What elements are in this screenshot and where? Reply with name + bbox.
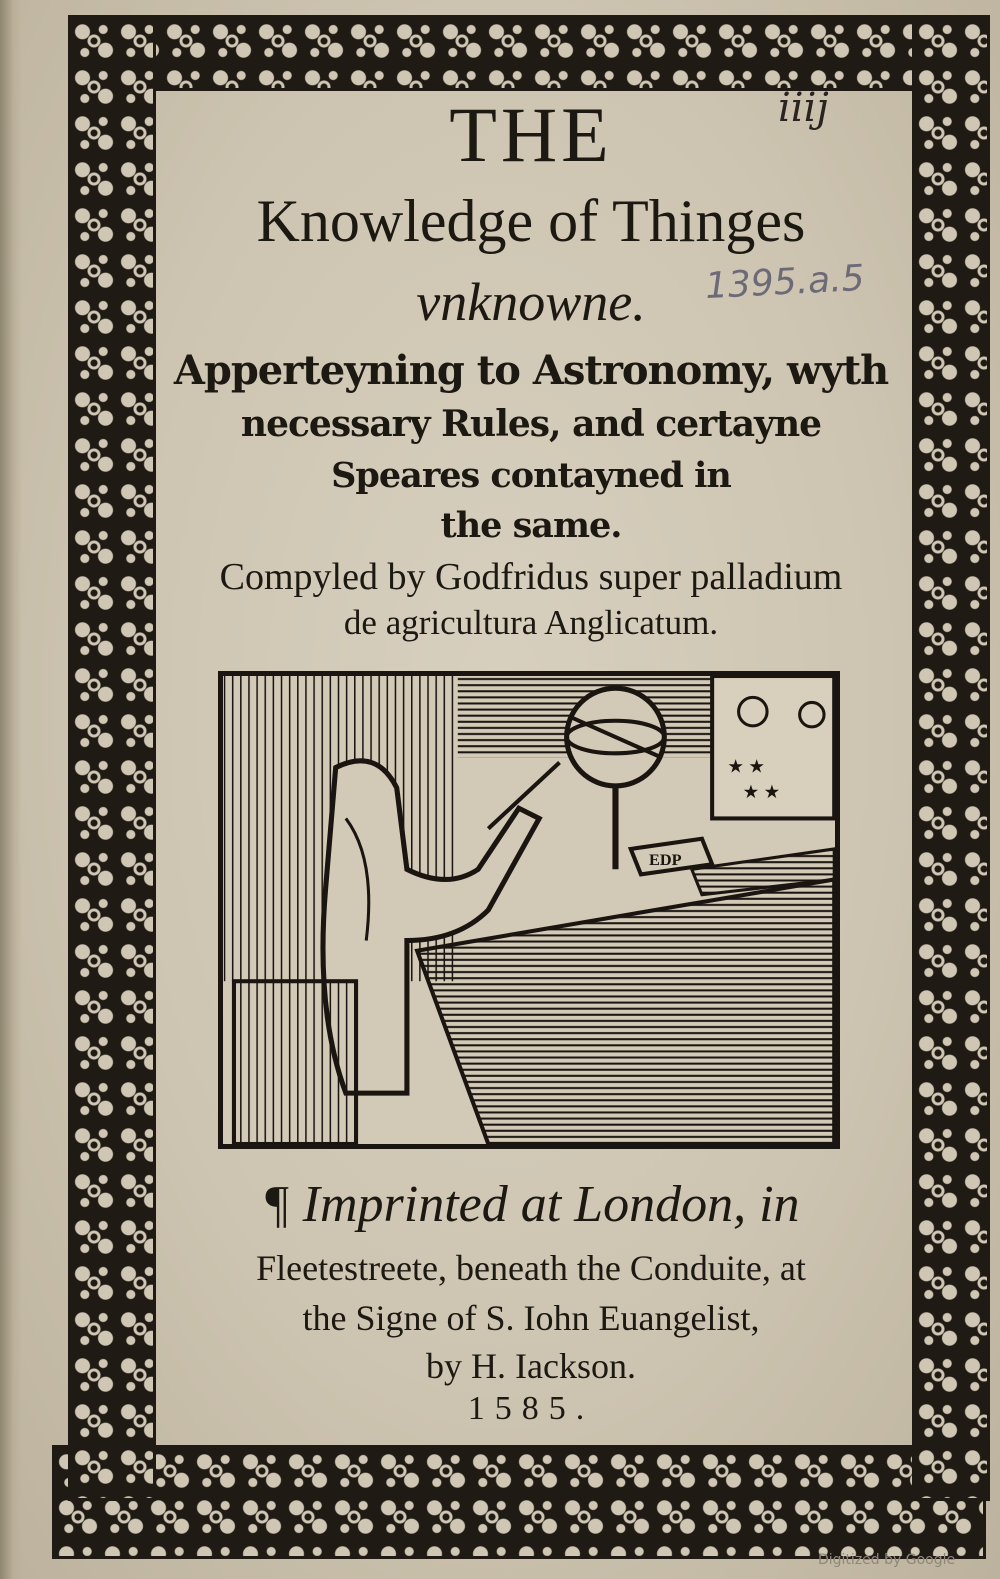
- ornamental-border-bottom: [52, 1445, 986, 1559]
- imprint-line-1: ¶ Imprinted at London, in: [262, 1176, 800, 1233]
- subtitle-line-4: the same.: [440, 505, 622, 546]
- subtitle-line-2: necessary Rules, and certayne: [240, 403, 822, 445]
- imprint-line-3: the Signe of S. Iohn Euangelist,: [302, 1298, 760, 1338]
- title-main: Knowledge of Thinges: [256, 188, 806, 254]
- digitization-watermark: Digitized by Google: [818, 1552, 956, 1568]
- imprint-line-4: by H. Iackson.: [426, 1346, 636, 1386]
- woodcut-book-label: EDP: [649, 851, 682, 870]
- svg-text:★ ★: ★ ★: [742, 782, 781, 803]
- imprint-year: 1585.: [467, 1390, 595, 1427]
- ornamental-border-top: [68, 15, 984, 91]
- astronomer-woodcut: [218, 671, 840, 1149]
- handwritten-annotation: iiij: [778, 85, 829, 131]
- ornamental-border-right: [912, 15, 990, 1501]
- svg-text:★ ★: ★ ★: [727, 756, 765, 777]
- imprint-line-2: Fleetestreete, beneath the Conduite, at: [256, 1248, 806, 1288]
- subtitle-line-1: Apperteyning to Astronomy, wyth: [173, 347, 889, 394]
- ornamental-border-left: [68, 15, 156, 1501]
- binding-edge: [0, 0, 22, 1579]
- title-unknown: vnknowne.: [416, 272, 646, 332]
- compiler-line-2: de agricultura Anglicatum.: [343, 603, 719, 642]
- subtitle-line-3: Speares contayned in: [331, 455, 731, 496]
- compiler-line-1: Compyled by Godfridus super palladium: [219, 556, 843, 598]
- title-the: THE: [449, 91, 613, 178]
- title-text-block: [150, 85, 912, 1445]
- shelfmark-annotation: 1395.a.5: [704, 257, 866, 308]
